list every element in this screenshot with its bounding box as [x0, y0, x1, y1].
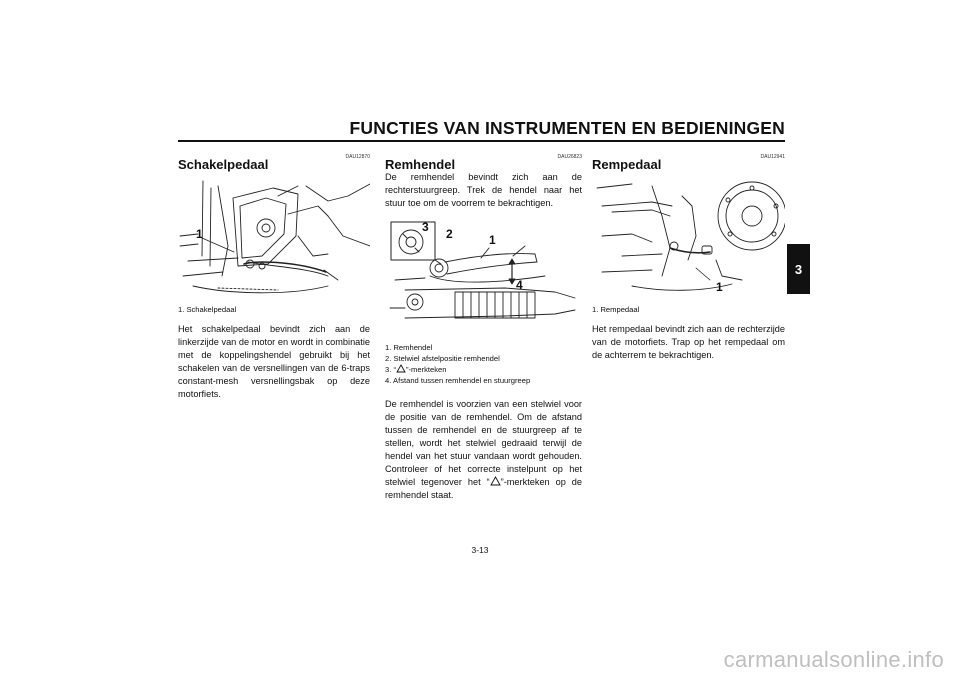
- callout-1: 1: [196, 227, 203, 241]
- triangle-mark-icon: [490, 476, 501, 486]
- caption-item: 1. Rempedaal: [592, 305, 640, 314]
- caption-item: 2. Stelwiel afstelpositie remhendel: [385, 354, 500, 363]
- brake-pedal-illustration: [592, 176, 785, 300]
- shift-pedal-illustration: [178, 176, 370, 300]
- callout-4: 4: [516, 278, 523, 292]
- page-title: FUNCTIES VAN INSTRUMENTEN EN BEDIENINGEN: [349, 118, 785, 138]
- caption-list: [178, 304, 236, 315]
- brake-lever-illustration: [385, 218, 582, 336]
- section-code: DAU12870: [345, 154, 370, 160]
- header-rule: [178, 140, 785, 142]
- caption-list: [385, 342, 530, 386]
- caption-suffix: ”-merkteken: [405, 365, 447, 374]
- page-number: 3-13: [471, 545, 489, 555]
- section-body: Het schakelpedaal bevindt zich aan de linkerzijde van de motor en wordt in combinatie met de koppelingshendel gebruikt bij het schakelen van de versnellingen van de 6-traps constant-mesh versnellingsbak op deze motorfiets.: [178, 324, 370, 399]
- caption-item: 4. Afstand tussen remhendel en stuurgreep: [385, 376, 531, 385]
- watermark: carmanualsonline.info: [723, 647, 944, 672]
- section-body: Het rempedaal bevindt zich aan de rechterzijde van de motorfiets. Trap op het rempedaal om de achterrem te bekrachtigen.: [592, 324, 785, 360]
- caption-item: 1. Schakelpedaal: [178, 305, 237, 314]
- caption-list: [592, 304, 639, 315]
- caption-prefix: 3. “: [385, 365, 396, 374]
- callout-2: 2: [446, 227, 453, 241]
- triangle-mark-icon: [396, 364, 406, 373]
- section-body: [385, 398, 582, 502]
- callout-1: 1: [489, 233, 496, 247]
- section-code: DAU26823: [557, 154, 582, 160]
- section-heading: Schakelpedaal: [178, 157, 269, 172]
- section-intro: De remhendel bevindt zich aan de rechterstuurgreep. Trek de hendel naar het stuur toe om de voorrem te bekrachtigen.: [385, 172, 582, 208]
- callout-1: 1: [716, 280, 723, 294]
- caption-item: 1. Remhendel: [385, 343, 433, 352]
- section-code: DAU12941: [760, 154, 785, 160]
- section-heading: Rempedaal: [592, 157, 662, 172]
- callout-3: 3: [422, 220, 429, 234]
- caption-item: [385, 364, 530, 375]
- body-part-1: De remhendel is voorzien van een stelwiel voor de positie van de remhendel. Om de afstand tussen de remhendel en de stuurgreep af te stellen, wordt het stelwiel gedraaid terwijl de hendel van het stuur vandaan wordt gehouden. Controleer of het correcte instelpunt op het stelwiel tegenover het “: [385, 399, 582, 487]
- body-part-2: ”-merkteken op de remhendel staat.: [385, 477, 582, 500]
- chapter-tab: 3: [787, 244, 810, 294]
- section-heading: Remhendel: [385, 157, 456, 172]
